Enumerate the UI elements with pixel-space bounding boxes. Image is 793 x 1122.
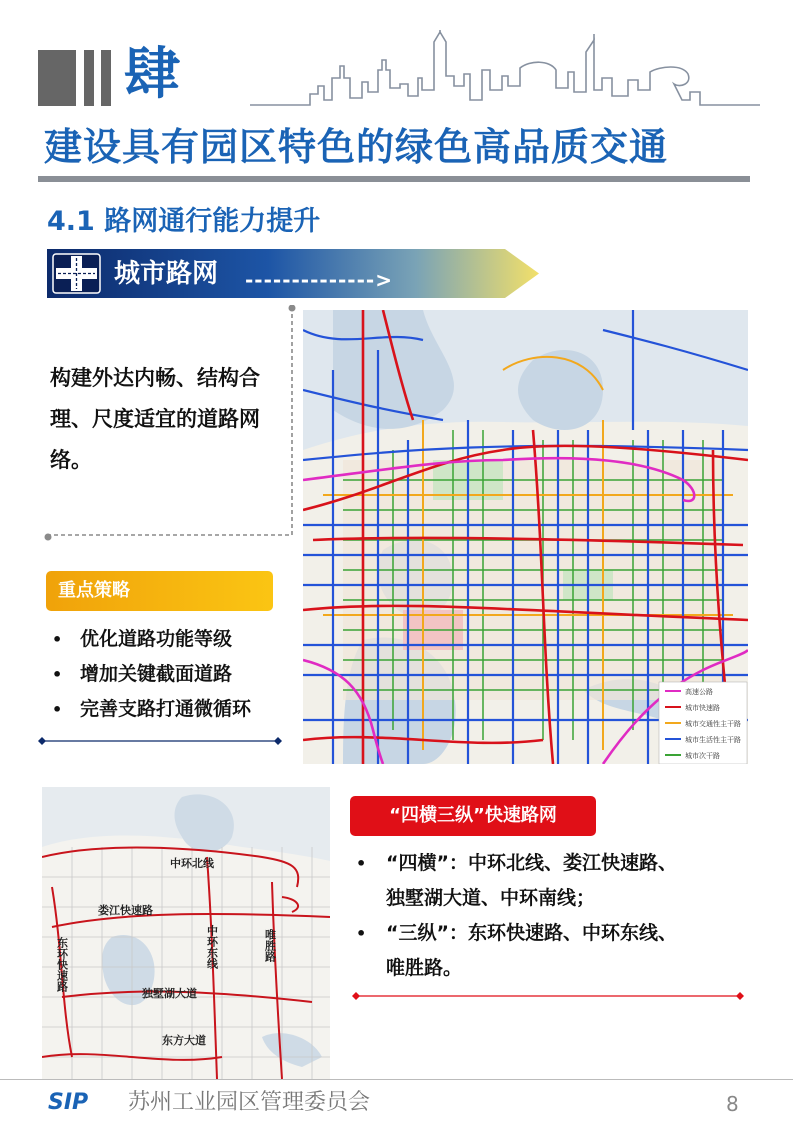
legend-label: 城市快速路 — [685, 704, 720, 712]
road-network-map — [303, 310, 748, 764]
expressway-label: “四横三纵”快速路网 — [389, 805, 557, 826]
strategy-divider — [38, 736, 282, 746]
key-strategy-label: 重点策略 — [58, 580, 130, 601]
list-item: • “三纵”：东环快速路、中环东线、 — [356, 922, 677, 944]
footer-organization: 苏州工业园区管理委员会 — [128, 1090, 371, 1115]
map-label: 东方大道 — [162, 1034, 206, 1047]
legend-label: 城市次干路 — [685, 752, 720, 760]
expressway-map — [42, 787, 330, 1079]
title-divider — [38, 176, 750, 182]
skyline-illustration — [250, 30, 760, 112]
legend-label: 城市交通性主干路 — [685, 720, 741, 728]
map-label: 独墅湖大道 — [142, 987, 197, 1000]
expressway-list — [356, 846, 756, 986]
intro-text: 构建外达内畅、结构合理、尺度适宜的道路网络。 — [50, 366, 260, 472]
map-legend — [659, 682, 747, 764]
map-label: 中环东线 — [205, 925, 219, 969]
map-label: 娄江快速路 — [98, 904, 153, 917]
list-item-continuation: 独墅湖大道、中环南线； — [386, 887, 596, 909]
list-item: • 优化道路功能等级 — [52, 628, 233, 650]
list-item: • 完善支路打通微循环 — [52, 698, 252, 720]
legend-label: 高速公路 — [685, 688, 713, 696]
expressway-divider — [352, 991, 744, 1001]
section-title: 4.1 路网通行能力提升 — [47, 206, 321, 237]
banner-arrow: --------------> — [245, 268, 393, 292]
map-label: 中环北线 — [170, 857, 214, 870]
strategy-list — [52, 622, 292, 727]
map-label: 唯胜路 — [263, 929, 277, 962]
banner-label: 城市路网 — [114, 259, 219, 289]
list-item-continuation: 唯胜路。 — [386, 957, 463, 979]
main-title: 建设具有园区特色的绿色高品质交通 — [44, 125, 669, 169]
legend-label: 城市生活性主干路 — [685, 736, 741, 744]
footer-divider — [0, 1079, 793, 1080]
page-number: 8 — [726, 1092, 739, 1116]
chapter-number: 肆 — [124, 42, 180, 107]
map-label: 东环快速路 — [55, 937, 69, 992]
list-item: • “四横”：中环北线、娄江快速路、 — [356, 852, 677, 874]
sip-logo: SIP — [48, 1090, 89, 1115]
chapter-marker-bars — [38, 50, 113, 106]
list-item: • 增加关键截面道路 — [52, 663, 233, 685]
